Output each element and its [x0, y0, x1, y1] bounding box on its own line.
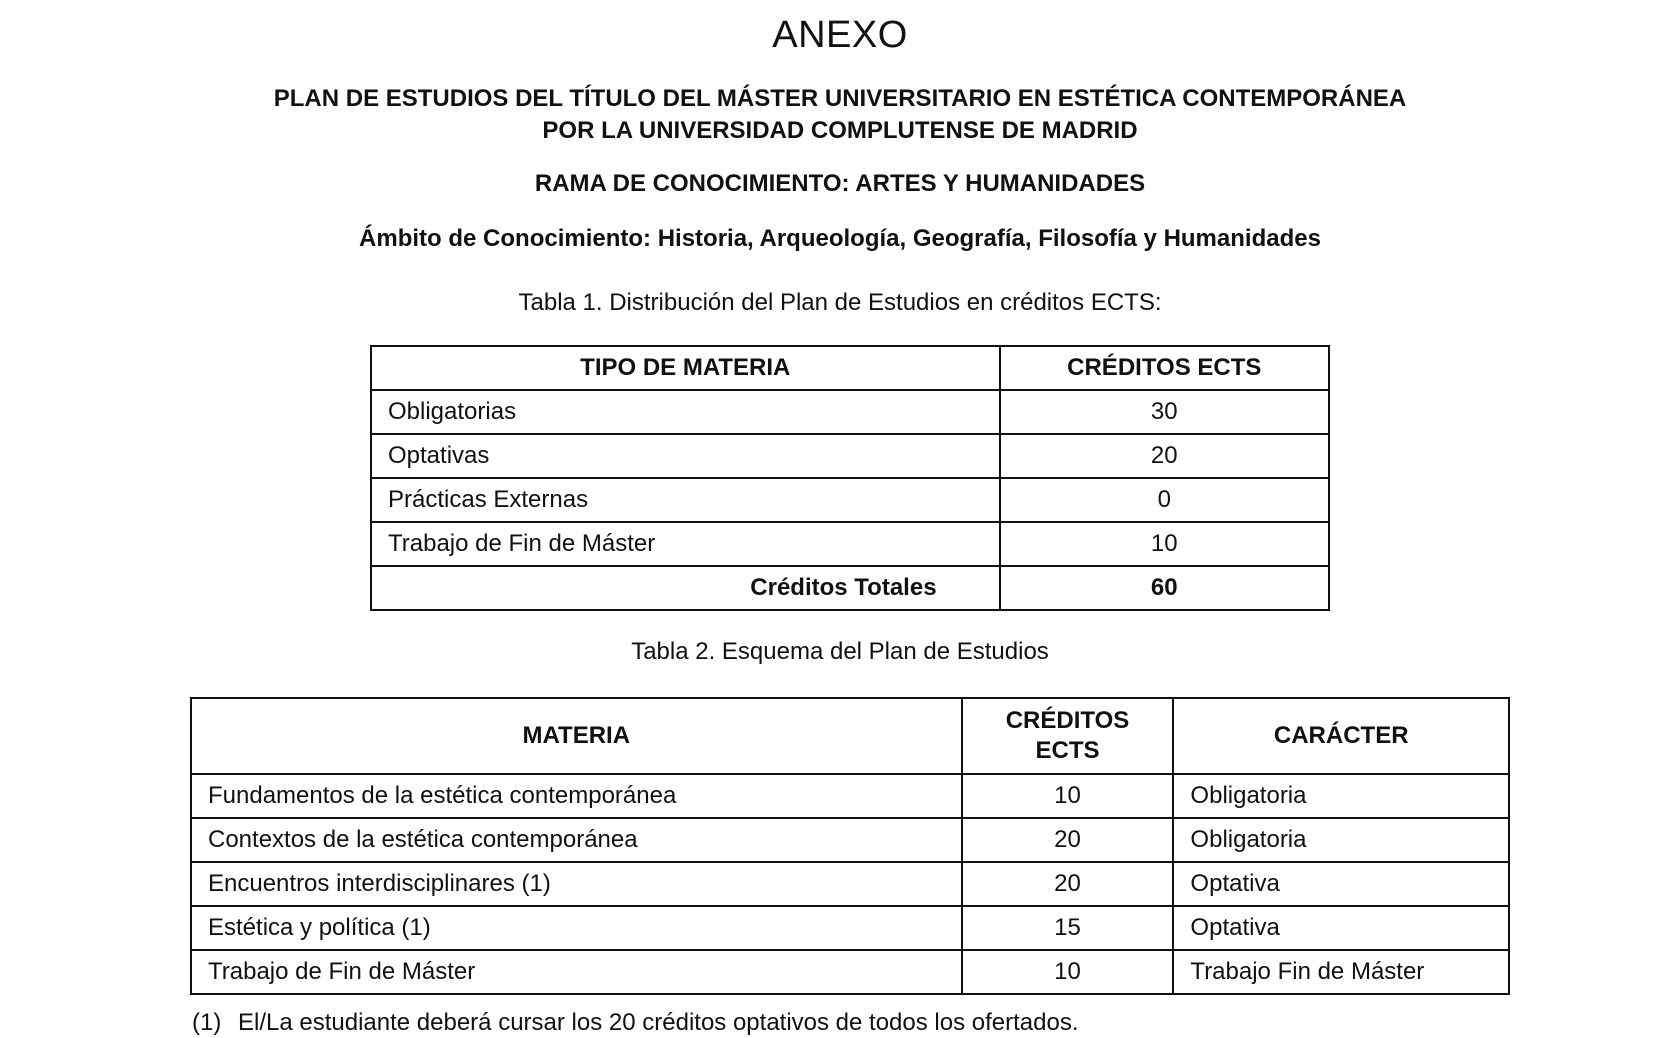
cell-creditos: 10	[962, 950, 1174, 994]
field-of-knowledge: Ámbito de Conocimiento: Historia, Arqueología, Geografía, Filosofía y Humanidades	[359, 225, 1321, 252]
table-row	[191, 950, 1509, 994]
cell-caracter: Obligatoria	[1173, 818, 1509, 862]
footnote-mark: (1)	[192, 1009, 222, 1036]
total-label: Créditos Totales	[371, 566, 1000, 610]
cell-creditos: 30	[1000, 390, 1329, 434]
cell-caracter: Trabajo Fin de Máster	[1173, 950, 1509, 994]
cell-materia: Fundamentos de la estética contemporánea	[191, 774, 962, 818]
column-header-creditos	[962, 698, 1174, 774]
plan-title-line1: PLAN DE ESTUDIOS DEL TÍTULO DEL MÁSTER UNIVERSITARIO EN ESTÉTICA CONTEMPORÁNEA	[273, 85, 1407, 112]
column-header-caracter: CARÁCTER	[1173, 698, 1509, 774]
annex-title: ANEXO	[772, 14, 908, 56]
table-row	[191, 818, 1509, 862]
total-row	[371, 566, 1329, 610]
cell-creditos: 0	[1000, 478, 1329, 522]
cell-materia: Trabajo de Fin de Máster	[191, 950, 962, 994]
cell-tipo: Trabajo de Fin de Máster	[371, 522, 1000, 566]
column-header-creditos: CRÉDITOS ECTS	[1000, 346, 1329, 390]
plan-title-line2: POR LA UNIVERSIDAD COMPLUTENSE DE MADRID	[542, 117, 1138, 144]
column-header-tipo: TIPO DE MATERIA	[371, 346, 1000, 390]
cell-caracter: Optativa	[1173, 862, 1509, 906]
cell-creditos: 20	[962, 862, 1174, 906]
table-row	[371, 522, 1329, 566]
total-value: 60	[1000, 566, 1329, 610]
study-plan-scheme-table	[190, 697, 1510, 995]
cell-materia: Encuentros interdisciplinares (1)	[191, 862, 962, 906]
table-row	[371, 434, 1329, 478]
column-header-creditos-line2: ECTS	[1035, 737, 1100, 764]
table-row	[191, 906, 1509, 950]
cell-creditos: 10	[1000, 522, 1329, 566]
cell-tipo: Prácticas Externas	[371, 478, 1000, 522]
table-row	[371, 390, 1329, 434]
column-header-materia: MATERIA	[191, 698, 962, 774]
cell-caracter: Optativa	[1173, 906, 1509, 950]
footnote-text: El/La estudiante deberá cursar los 20 créditos optativos de todos los ofertados.	[238, 1009, 1079, 1036]
table-row	[191, 774, 1509, 818]
column-header-creditos-line1: CRÉDITOS	[1005, 707, 1130, 734]
footnote	[192, 1008, 1079, 1038]
cell-creditos: 15	[962, 906, 1174, 950]
cell-tipo: Optativas	[371, 434, 1000, 478]
cell-creditos: 20	[962, 818, 1174, 862]
table-header-row	[191, 698, 1509, 774]
table2-caption: Tabla 2. Esquema del Plan de Estudios	[631, 638, 1049, 665]
table-row	[191, 862, 1509, 906]
credits-distribution-table	[370, 345, 1330, 611]
branch-of-knowledge: RAMA DE CONOCIMIENTO: ARTES Y HUMANIDADES	[534, 170, 1146, 197]
cell-creditos: 10	[962, 774, 1174, 818]
cell-materia: Estética y política (1)	[191, 906, 962, 950]
cell-materia: Contextos de la estética contemporánea	[191, 818, 962, 862]
cell-creditos: 20	[1000, 434, 1329, 478]
table-header-row	[371, 346, 1329, 390]
cell-tipo: Obligatorias	[371, 390, 1000, 434]
table1-caption: Tabla 1. Distribución del Plan de Estudios en créditos ECTS:	[518, 289, 1162, 316]
table-row	[371, 478, 1329, 522]
cell-caracter: Obligatoria	[1173, 774, 1509, 818]
